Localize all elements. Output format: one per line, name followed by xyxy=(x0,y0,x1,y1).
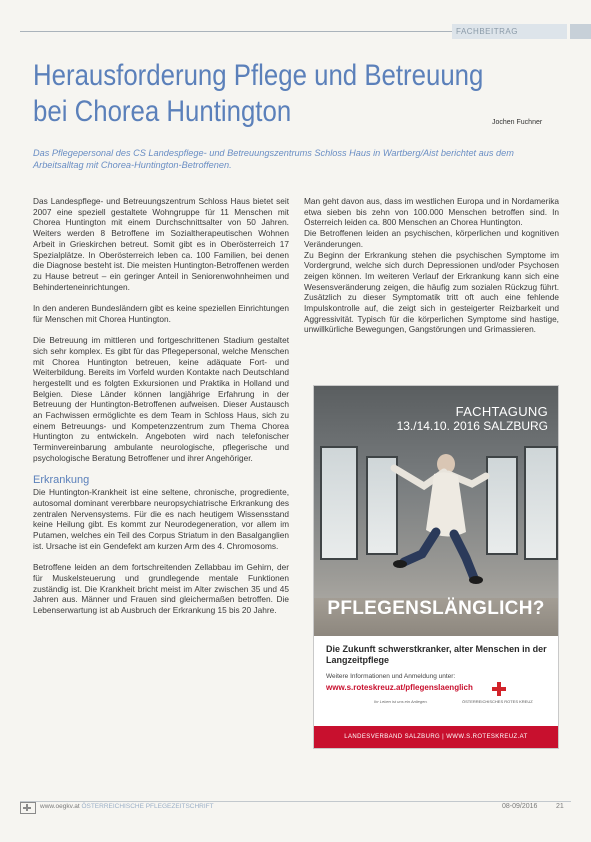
ad-organization: ÖSTERREICHISCHES ROTES KREUZ xyxy=(462,699,533,704)
footer-magazine xyxy=(40,803,214,810)
body-paragraph: Die Huntington-Krankheit ist eine seltene, chronische, progrediente, autosomal dominant vererbbare neuropsychiatrische Erkrankung des zentralen Nervensystems. Für die es nach heutigem Wissensstand keine Heilung gibt. Es kommt zur Neurodegeneration, vor allem im Putamen, welches ein Teil des Corpus Striatum in den Basalganglien ist. Ursache ist ein Gendefekt am kurzen Arm des 4. Chromosoms. xyxy=(33,487,289,551)
body-paragraph: Die Betreuung im mittleren und fortgeschrittenen Stadium gestaltet sich sehr komplex. Es gibt für das Pflegepersonal, welche Menschen mit Chorea Huntington betreuen, keine adäquate Fort- und Weiterbildung. Bereits im Vorfeld wurden Kontakte nach Deutschland hergestellt und es folgten Exkursionen und Praktika in Holland und Belgien. Diese Länder können langjährige Erfahrung in der Betreuung der Huntington-Betroffenen aufweisen. Dieser Austausch an Fachwissen ermöglichte es dem Team in Schloss Haus, sich zu einem Betreuungs- und Kompetenzzentrum zum Thema Chorea Huntington zu entwickeln. Angeboten wird nach telefonischer Terminvereinbarung ambulante neurologische, pflegerische und psychologische Beratung Betroffener und ihrer Angehöriger. xyxy=(33,335,289,463)
article-title xyxy=(33,58,489,130)
right-column xyxy=(304,196,559,346)
body-paragraph: Die Betroffenen leiden an psychischen, körperlichen und kognitiven Veränderungen. xyxy=(304,228,559,249)
body-paragraph: In den anderen Bundesländern gibt es keine speziellen Einrichtungen für Menschen mit Chorea Huntington. xyxy=(33,303,289,324)
ad-event-title: FACHTAGUNG xyxy=(455,404,548,419)
page-number: 21 xyxy=(556,803,564,810)
ad-slogan: PFLEGENSLÄNGLICH? xyxy=(327,598,545,619)
ad-subtitle: Die Zukunft schwerstkranker, alter Menschen in der Langzeitpflege xyxy=(326,644,547,665)
header-rule xyxy=(20,31,471,32)
ad-signature: Ihr Leben ist uns ein Anliegen. xyxy=(374,699,428,704)
body-paragraph: Man geht davon aus, dass im westlichen Europa und in Nordamerika etwa sieben bis zehn von 100.000 Menschen betroffen sind. In Österreich leiden ca. 800 Menschen an Chorea Huntington. xyxy=(304,196,559,228)
author: Jochen Fuchner xyxy=(492,119,543,126)
ad-footer-bar[interactable]: LANDESVERBAND SALZBURG | WWW.S.ROTESKREUZ.AT xyxy=(314,726,558,748)
body-paragraph: Zu Beginn der Erkrankung stehen die psychischen Symptome im Vordergrund, welche sich durch Depressionen und/oder Psychosen zeigen können. Im weiteren Verlauf der Erkrankung kann sich eine Wesensveränderung zeigen, die häufig zum sozialen Rückzug führt. Zusätzlich zu dieser Symptomatik tritt oft auch eine fehlende Impulskontrolle auf, die zeigt sich in gesteigerter Reizbarkeit und Aggressivität. Typisch für die körperlichen Symptome sind hastige, unwillkürliche Bewegungen, Gangstörungen und Grimassieren. xyxy=(304,249,559,335)
ad-window xyxy=(524,446,558,560)
section-heading: Erkrankung xyxy=(33,474,90,487)
section-tab: FACHBEITRAG xyxy=(452,24,567,39)
footer-magazine-name: ÖSTERREICHISCHE PFLEGEZEITSCHRIFT xyxy=(81,803,214,810)
footer-rule xyxy=(20,801,571,802)
advertisement[interactable] xyxy=(313,385,559,749)
footer-issue: 08-09/2016 xyxy=(502,803,538,810)
ad-photo xyxy=(314,386,558,636)
body-paragraph: Betroffene leiden an dem fortschreitenden Zellabbau im Gehirn, der für Muskelsteuerung und grundlegende mentale Funktionen zuständig ist. Die Krankheit bricht meist im Alter zwischen 35 und 45 Jahren aus. Männer und Frauen sind gleichermaßen betroffen. Die Lebenserwartung ist ab Ausbruch der Erkrankung 15 bis 20 Jahre. xyxy=(33,562,289,615)
body-paragraph: Das Landespflege- und Betreuungszentrum Schloss Haus bietet seit 2007 eine speziell gestaltete Wohngruppe für 11 Menschen mit Chorea Huntington mit einem Durchschnittsalter von 50 Jahren. Weiters werden 8 Betroffene im Sozialtherapeutischen Wohnen Arbeit in Grieskirchen betreut. Somit gibt es in Oberösterreich 17 Spezialplätze. In Oberösterreich leben ca. 100 Familien, bei denen die Diagnose besteht ist. Die meisten Huntington-Betroffenen werden zu Hause betreut – ein geringer Anteil in Seniorenwohnheimen und Behinderteneinrichtungen. xyxy=(33,196,289,292)
corner-mark xyxy=(570,24,591,39)
title-line-2: bei Chorea Huntington xyxy=(33,95,292,128)
ad-info: Weitere Informationen und Anmeldung unter: xyxy=(326,673,456,680)
ad-url-link[interactable]: www.s.roteskreuz.at/pflegenslaenglich xyxy=(326,683,473,692)
lead-paragraph: Das Pflegepersonal des CS Landespflege- und Betreuungszentrums Schloss Haus in Wartberg/Aist berichtet aus dem Arbeitsalltag mit Chorea-Huntington-Betroffenen. xyxy=(33,148,514,170)
title-line-1: Herausforderung Pflege und Betreuung xyxy=(33,59,484,92)
ad-event-date: 13./14.10. 2016 SALZBURG xyxy=(396,419,548,433)
left-column xyxy=(33,196,289,626)
red-cross-icon xyxy=(492,682,506,696)
footer-url: www.oegkv.at xyxy=(40,803,80,810)
jumping-person-illustration xyxy=(374,446,494,586)
magazine-logo-icon xyxy=(20,802,36,814)
ad-window xyxy=(320,446,358,560)
